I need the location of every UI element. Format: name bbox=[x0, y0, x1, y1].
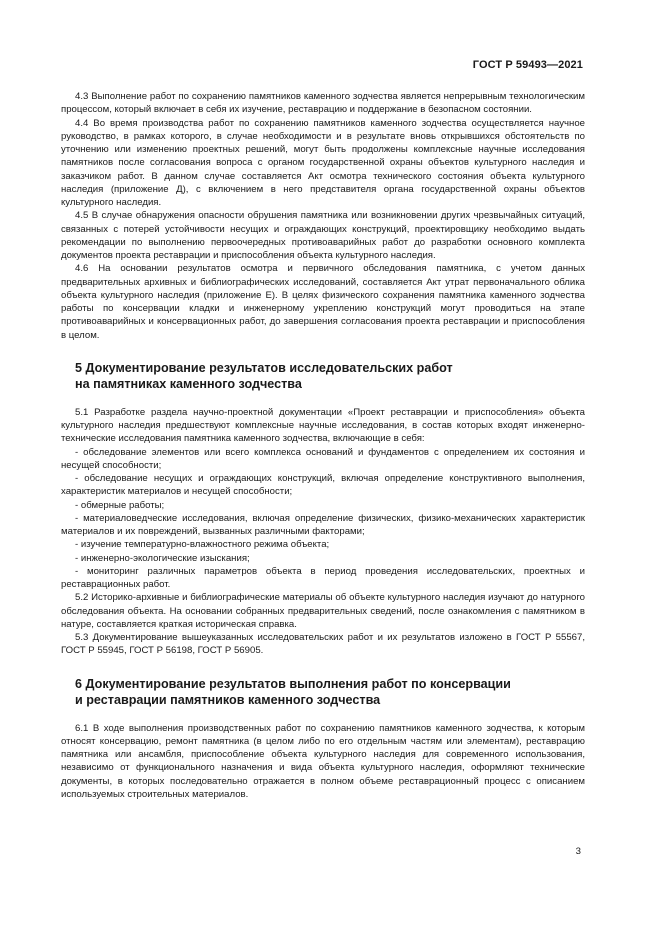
paragraph-5-2: 5.2 Историко-архивные и библиографические материалы об объекте культурного наследия изучают до натурного обследования объекта. На основании собранных предварительных сведений, после ознакомления с памятником в натуре, составляется краткая историческая справка. bbox=[61, 592, 585, 630]
paragraph-6-1: 6.1 В ходе выполнения производственных работ по сохранению памятников каменного зодчества, к которым относят консервацию, ремонт памятника (в целом либо по его отдельным частям или элементам), реставрацию памятника или ансамбля, приспособление объекта культурного наследия для современного использования, независимо от функционального назначения и вида объекта культурного наследия, оформляют технические документы, в которых последовательно отражается в полном объеме реставрационный процесс с описанием используемых строительных материалов. bbox=[61, 722, 585, 800]
paragraph-5-1: 5.1 Разработке раздела научно-проектной документации «Проект реставрации и приспособления» объекта культурного наследия предшествуют комплексные научные исследования, в состав которых входят инженерно-технические исследования памятника каменного зодчества, включающие в себя: bbox=[61, 406, 585, 445]
list-item: - инженерно-экологические изыскания; bbox=[75, 552, 250, 564]
document-body bbox=[61, 90, 585, 801]
paragraph-5-3: 5.3 Документирование вышеуказанных исследовательских работ и их результатов изложено в ГОСТ Р 55567, ГОСТ Р 55945, ГОСТ Р 56198, ГОСТ Р 56905. bbox=[61, 632, 585, 657]
section-5-title-line1: 5 Документирование результатов исследовательских работ bbox=[75, 360, 453, 375]
page-number: 3 bbox=[575, 846, 581, 857]
paragraph-4-3: 4.3 Выполнение работ по сохранению памятников каменного зодчества является непрерывным технологическим процессом, который включает в себя их изучение, реставрацию и поддержание в безопасном состоянии. bbox=[61, 91, 585, 116]
section-6-title-line2: и реставрации памятников каменного зодчества bbox=[75, 692, 381, 707]
list-item: - мониторинг различных параметров объекта в период проведения исследовательских, проектных и реставрационных работ. bbox=[61, 565, 585, 590]
list-item: - обследование несущих и ограждающих конструкций, включая определение конструктивного выполнения, характеристик материалов и несущей способности; bbox=[61, 473, 585, 498]
list-item: - материаловедческие исследования, включая определение физических, физико-механических характеристик материалов и их повреждений, вызванных различными факторами; bbox=[61, 512, 585, 537]
list-item: - обмерные работы; bbox=[75, 499, 165, 511]
paragraph-4-4: 4.4 Во время производства работ по сохранению памятников каменного зодчества осуществляется научное руководство, в рамках которого, в случае необходимости и в результате вновь открывшихся обстоятельств по уточнению или изменению проектных решений, могут быть продолжены комплексные научные исследования памятников после согласования вопроса с органом государственной охраны объектов культурного наследия и заказчиком работ. В данном случае составляется Акт осмотра технического состояния объекта культурного наследия (приложение Д), с включением в него представителя органа государственной охраны объектов культурного наследия. bbox=[61, 117, 585, 208]
standard-designation: ГОСТ Р 59493—2021 bbox=[472, 59, 583, 71]
section-4-paragraphs bbox=[61, 90, 585, 342]
section-6-heading bbox=[61, 676, 585, 708]
list-item: - изучение температурно-влажностного режима объекта; bbox=[75, 539, 330, 551]
section-5-title-line2: на памятниках каменного зодчества bbox=[75, 376, 302, 391]
paragraph-4-5: 4.5 В случае обнаружения опасности обрушения памятника или возникновении других чрезвычайных ситуаций, связанных с потерей устойчивости несущих и ограждающих конструкций, проектировщику необходимо выдать рекомендации по выполнению первоочередных противоаварийных работ до разработки основного комплекта документов проекта реставрации и приспособления объекта культурного наследия. bbox=[61, 210, 585, 261]
section-6-paragraphs bbox=[61, 722, 585, 802]
section-5-paragraphs bbox=[61, 406, 585, 658]
section-6-title-line1: 6 Документирование результатов выполнения работ по консервации bbox=[75, 676, 511, 691]
section-5-heading bbox=[61, 360, 585, 392]
paragraph-4-6: 4.6 На основании результатов осмотра и первичного обследования памятника, с учетом данных предварительных архивных и библиографических исследований, составляется Акт утрат первоначального облика объекта культурного наследия (приложение Е). В целях физического сохранения памятника каменного зодчества работы по консервации кладки и инженерному укреплению конструкций могут проводиться на этапе противоаварийных и консервационных работ, до завершения согласования проекта реставрации и приспособления в целом. bbox=[61, 263, 585, 341]
list-item: - обследование элементов или всего комплекса оснований и фундаментов с определением их состояния и несущей способности; bbox=[61, 446, 585, 471]
